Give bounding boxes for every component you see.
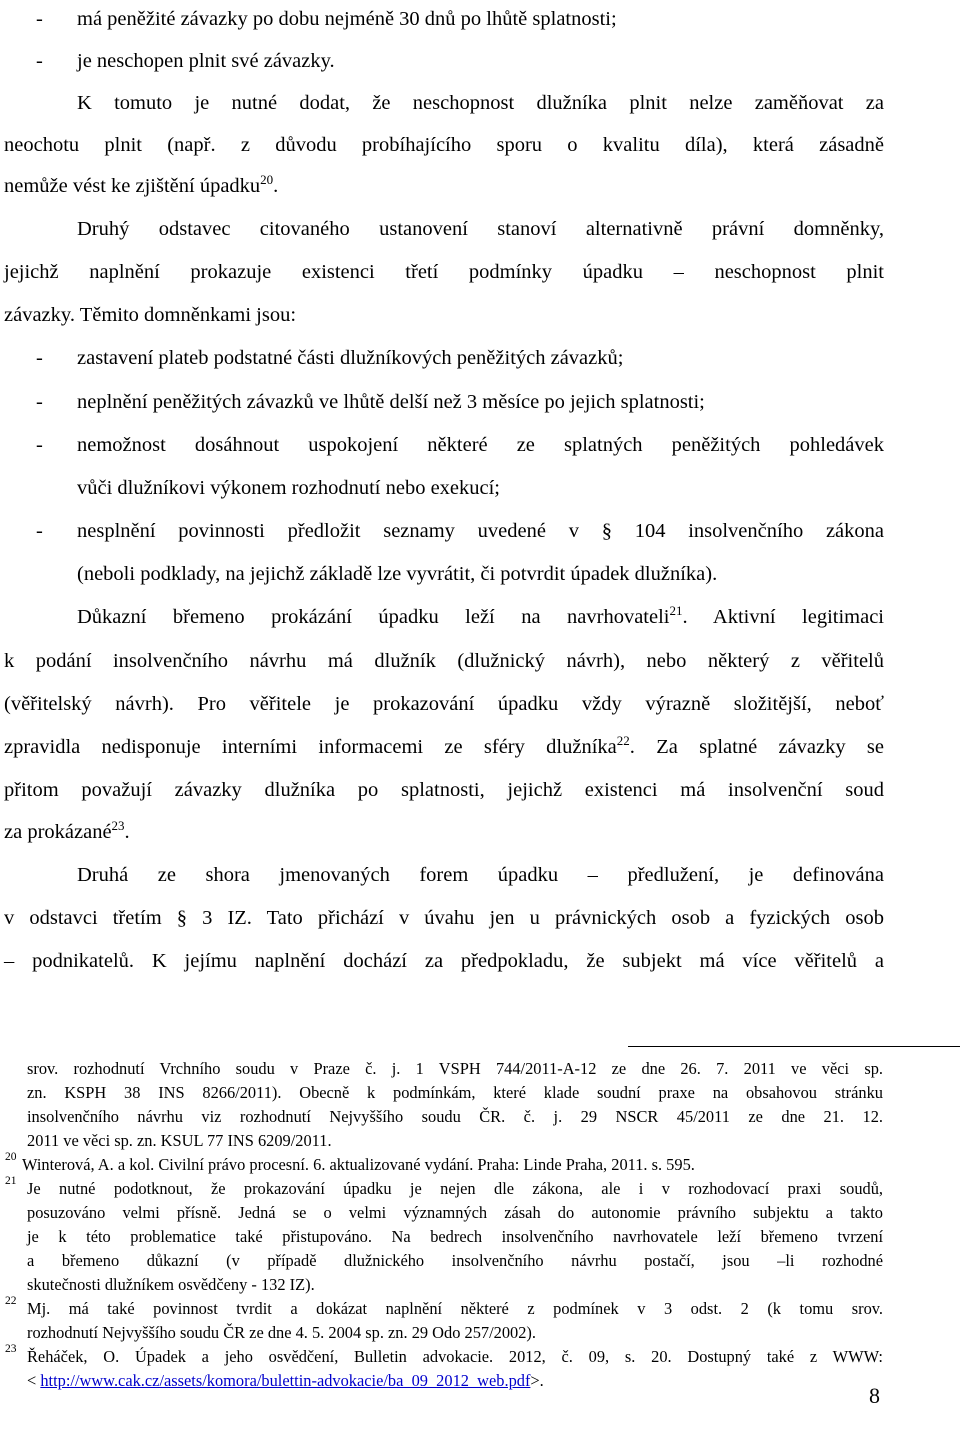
footnote-number: 20 bbox=[5, 1151, 17, 1163]
footnote-ref: 22 bbox=[616, 733, 630, 748]
list-item-continuation: (neboli podklady, na jejichž základě lze vyvrátit, či potvrdit úpadek dlužníka). bbox=[77, 563, 718, 585]
paragraph-line: Druhá ze shora jmenovaných forem úpadku – předlužení, je definována bbox=[77, 864, 884, 886]
footnote-ref: 23 bbox=[111, 818, 125, 833]
footnote-line: < http://www.cak.cz/assets/komora/bulettin-advokacie/ba_09_2012_web.pdf>. bbox=[27, 1371, 544, 1390]
paragraph-line: k podání insolvenčního návrhu má dlužník (dlužnický návrh), nebo některý z věřitelů bbox=[4, 650, 884, 672]
paragraph-line: za prokázané$^{23}$. bbox=[4, 818, 130, 843]
paragraph-line: Důkazní břemeno prokázání úpadku leží na navrhovateli$^{21}$. Aktivní legitimaci bbox=[77, 603, 885, 628]
paragraph-line: (věřitelský návrh). Pro věřitele je prokazování úpadku vždy výrazně složitější, neboť bbox=[4, 693, 884, 715]
footnote-line: Řeháček, O. Úpadek a jeho osvědčení, Bulletin advokacie. 2012, č. 09, s. 20. Dostupný také z WWW: bbox=[27, 1347, 883, 1366]
footnote-line: srov. rozhodnutí Vrchního soudu v Praze č. j. 1 VSPH 744/2011-A-12 ze dne 26. 7. 2011 ve věci sp. bbox=[27, 1059, 883, 1078]
footnote-line: posuzováno velmi přísně. Jedná se o velmi významných zásah do autonomie právního subjektu a takto bbox=[27, 1203, 883, 1222]
footnote-line: 2011 ve věci sp. zn. KSUL 77 INS 6209/2011. bbox=[27, 1131, 332, 1150]
paragraph-line: v odstavci třetím § 3 IZ. Tato přichází v úvahu jen u právnických osob a fyzických osob bbox=[4, 907, 884, 929]
list-dash: - bbox=[36, 391, 43, 413]
paragraph-line: jejichž naplnění prokazuje existenci třetí podmínky úpadku – neschopnost plnit bbox=[4, 261, 884, 283]
footnote-line: je k této problematice také přistupováno. Na bedrech insolvenčního navrhovatele leží břemeno tvrzení bbox=[27, 1227, 883, 1246]
paragraph-line: neochotu plnit (např. z důvodu probíhajícího sporu o kvalitu díla), která zásadně bbox=[4, 134, 884, 156]
list-dash: - bbox=[36, 520, 43, 542]
footnote-separator bbox=[628, 1046, 960, 1047]
footnote-line: a břemeno důkazní (v případě dlužnického insolvenčního návrhu postačí, jsou –li rozhodné bbox=[27, 1251, 883, 1270]
list-dash: - bbox=[36, 50, 43, 72]
list-item: neplnění peněžitých závazků ve lhůtě delší než 3 měsíce po jejich splatnosti; bbox=[77, 391, 705, 413]
footnote-line: rozhodnutí Nejvyššího soudu ČR ze dne 4. 5. 2004 sp. zn. 29 Odo 257/2002). bbox=[27, 1323, 536, 1342]
paragraph-line: přitom považují závazky dlužníka po splatnosti, jejichž existenci má insolvenční soud bbox=[4, 779, 884, 801]
footnote-number: 23 bbox=[5, 1343, 17, 1355]
footnote-ref: 21 bbox=[669, 603, 683, 618]
page-number: 8 bbox=[869, 1383, 880, 1408]
list-item: zastavení plateb podstatné části dlužníkových peněžitých závazků; bbox=[77, 347, 624, 369]
paragraph-line: závazky. Těmito domněnkami jsou: bbox=[4, 304, 297, 326]
list-item: nemožnost dosáhnout uspokojení některé ze splatných peněžitých pohledávek bbox=[77, 434, 884, 456]
list-item: je neschopen plnit své závazky. bbox=[77, 50, 335, 72]
list-dash: - bbox=[36, 347, 43, 369]
footnote-line: skutečnosti dlužníkem osvědčeny - 132 IZ). bbox=[27, 1275, 315, 1294]
list-item-continuation: vůči dlužníkovi výkonem rozhodnutí nebo exekucí; bbox=[77, 477, 501, 499]
footnote-line: Mj. má také povinnost tvrdit a dokázat naplnění některé z podmínek v 3 odst. 2 (k tomu srov. bbox=[27, 1299, 883, 1318]
paragraph-line: Druhý odstavec citovaného ustanovení stanoví alternativně právní domněnky, bbox=[77, 218, 884, 240]
footnote-line: insolvenčního návrhu viz rozhodnutí Nejvyššího soudu ČR. č. j. 29 NSCR 45/2011 ze dne 21. 12. bbox=[27, 1107, 883, 1126]
list-item: nesplnění povinnosti předložit seznamy uvedené v § 104 insolvenčního zákona bbox=[77, 520, 884, 542]
paragraph-line: zpravidla nedisponuje interními informacemi ze sféry dlužníka$^{22}$. Za splatné závazky se bbox=[4, 733, 884, 758]
paragraph-line: K tomuto je nutné dodat, že neschopnost dlužníka plnit nelze zaměňovat za bbox=[77, 92, 884, 114]
paragraph-line: – podnikatelů. K jejímu naplnění dochází za předpokladu, že subjekt má více věřitelů a bbox=[4, 950, 884, 972]
footnote-line: Je nutné podotknout, že prokazování úpadku je nejen dle zákona, ale i v rozhodovací praxi soudů, bbox=[27, 1179, 883, 1198]
list-dash: - bbox=[36, 8, 43, 30]
source-link[interactable]: http://www.cak.cz/assets/komora/bulettin-advokacie/ba_09_2012_web.pdf bbox=[40, 1371, 531, 1390]
footnote-line: zn. KSPH 38 INS 8266/2011). Obecně k podmínkám, které klade soudní praxe na obsahovou stránku bbox=[27, 1083, 883, 1102]
list-item: má peněžité závazky po dobu nejméně 30 dnů po lhůtě splatnosti; bbox=[77, 8, 617, 30]
footnote-number: 22 bbox=[5, 1295, 17, 1307]
footnote-ref: 20 bbox=[260, 172, 274, 187]
paragraph-line: nemůže vést ke zjištění úpadku$^{20}$. bbox=[4, 172, 279, 197]
footnote-number: 21 bbox=[5, 1175, 17, 1187]
footnote-line: Winterová, A. a kol. Civilní právo procesní. 6. aktualizované vydání. Praha: Linde Praha, 2011. s. 595. bbox=[22, 1155, 695, 1174]
list-dash: - bbox=[36, 434, 43, 456]
